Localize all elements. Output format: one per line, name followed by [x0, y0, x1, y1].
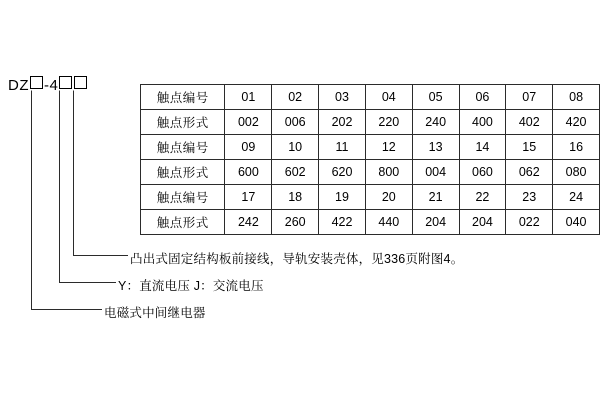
row-label: 触点形式 — [141, 210, 225, 235]
table-cell: 202 — [319, 110, 366, 135]
table-cell: 06 — [459, 85, 506, 110]
table-cell: 17 — [225, 185, 272, 210]
table-cell: 02 — [272, 85, 319, 110]
table-row — [141, 185, 600, 210]
table-cell: 23 — [506, 185, 553, 210]
table-row — [141, 160, 600, 185]
table-cell: 08 — [553, 85, 600, 110]
table-cell: 602 — [272, 160, 319, 185]
table-cell: 204 — [459, 210, 506, 235]
model-code-box-3 — [74, 76, 87, 89]
table-cell: 004 — [412, 160, 459, 185]
model-code-box-1 — [30, 76, 43, 89]
model-code-middle: -4 — [44, 77, 59, 94]
table-row — [141, 85, 600, 110]
table-cell: 05 — [412, 85, 459, 110]
table-cell: 11 — [319, 135, 366, 160]
table-cell: 400 — [459, 110, 506, 135]
table-cell: 620 — [319, 160, 366, 185]
table-cell: 040 — [553, 210, 600, 235]
table-cell: 402 — [506, 110, 553, 135]
note-structure-description: 凸出式固定结构板前接线，导轨安装壳体，见336页附图4。 — [130, 252, 464, 266]
leader-line-1 — [74, 94, 129, 256]
model-code-label — [8, 76, 88, 94]
table-cell: 002 — [225, 110, 272, 135]
table-cell: 04 — [365, 85, 412, 110]
table-cell: 16 — [553, 135, 600, 160]
table-cell: 20 — [365, 185, 412, 210]
table-cell: 220 — [365, 110, 412, 135]
table-cell: 242 — [225, 210, 272, 235]
note-voltage-type: Y：直流电压 J：交流电压 — [118, 279, 264, 293]
table-cell: 03 — [319, 85, 366, 110]
table-cell: 440 — [365, 210, 412, 235]
table-cell: 18 — [272, 185, 319, 210]
leader-line-2 — [60, 94, 117, 283]
table-cell: 21 — [412, 185, 459, 210]
table-cell: 15 — [506, 135, 553, 160]
table-row — [141, 110, 600, 135]
table-cell: 600 — [225, 160, 272, 185]
table-cell: 800 — [365, 160, 412, 185]
table-cell: 260 — [272, 210, 319, 235]
table-cell: 006 — [272, 110, 319, 135]
table-body — [141, 85, 600, 235]
table-cell: 420 — [553, 110, 600, 135]
table-cell: 10 — [272, 135, 319, 160]
table-row — [141, 135, 600, 160]
table-cell: 14 — [459, 135, 506, 160]
row-label: 触点形式 — [141, 110, 225, 135]
row-label: 触点编号 — [141, 185, 225, 210]
table-cell: 080 — [553, 160, 600, 185]
table-row — [141, 210, 600, 235]
table-cell: 19 — [319, 185, 366, 210]
table-cell: 022 — [506, 210, 553, 235]
table-cell: 12 — [365, 135, 412, 160]
table-cell: 01 — [225, 85, 272, 110]
table-cell: 062 — [506, 160, 553, 185]
contact-spec-table — [140, 84, 600, 235]
table-cell: 22 — [459, 185, 506, 210]
table-cell: 204 — [412, 210, 459, 235]
table-cell: 07 — [506, 85, 553, 110]
leader-line-3 — [32, 94, 103, 310]
table-cell: 060 — [459, 160, 506, 185]
table-cell: 240 — [412, 110, 459, 135]
note-relay-type: 电磁式中间继电器 — [104, 306, 206, 320]
table-cell: 24 — [553, 185, 600, 210]
table-cell: 09 — [225, 135, 272, 160]
row-label: 触点编号 — [141, 135, 225, 160]
row-label: 触点编号 — [141, 85, 225, 110]
model-code-box-2 — [59, 76, 72, 89]
model-code-prefix: DZ — [8, 77, 29, 94]
table-cell: 422 — [319, 210, 366, 235]
row-label: 触点形式 — [141, 160, 225, 185]
table-cell: 13 — [412, 135, 459, 160]
